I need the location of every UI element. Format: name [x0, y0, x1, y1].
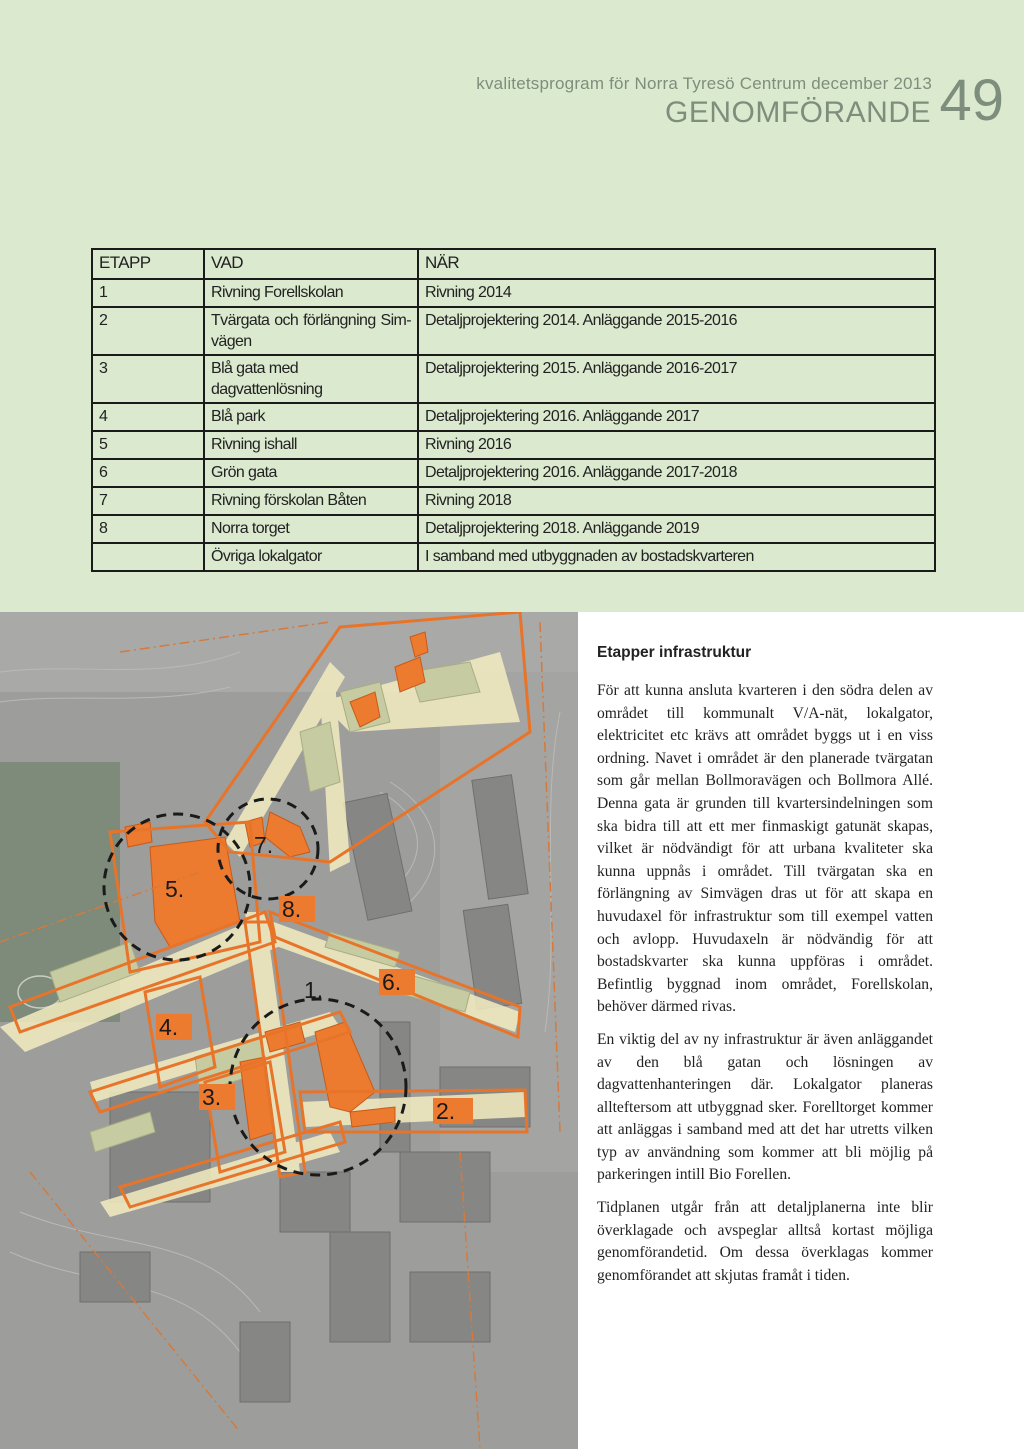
stage-label-4: 4. — [156, 1014, 192, 1040]
stage-label-6: 6. — [379, 969, 415, 995]
cell-etapp — [92, 543, 204, 571]
cell-nar: Rivning 2014 — [418, 279, 935, 307]
table-row — [92, 487, 935, 515]
page-number: 49 — [939, 68, 1004, 133]
cell-vad: Grön gata — [204, 459, 418, 487]
table-row — [92, 307, 935, 355]
table-header-row — [92, 249, 935, 279]
table-row — [92, 543, 935, 571]
stage-label-7: 7. — [254, 832, 274, 858]
document-subtitle: kvalitetsprogram för Norra Tyresö Centrum december 2013 — [476, 74, 932, 93]
table-row — [92, 403, 935, 431]
site-plan-map — [0, 612, 578, 1449]
article-paragraph: En viktig del av ny infrastruktur är även anläggandet av den blå gatan och lösningen av dagvattenhanteringen där. Lokalgator planeras allteftersom att utbyggnad sker. Forelltorget kommer att anläggas i samband med att det har utretts vilken typ av användning som kommer att bli möjlig på parkeringen intill Bio Forellen. — [597, 1030, 933, 1184]
stage-label-8: 8. — [279, 896, 315, 922]
cell-etapp: 4 — [92, 403, 204, 431]
cell-etapp: 8 — [92, 515, 204, 543]
cell-vad: Tvärgata och förlängning Sim-vägen — [204, 307, 418, 355]
article-paragraph: Tidplanen utgår från att detaljplanerna inte blir överklagade och avspeglar alltså kortast möjliga genomförandetid. Om dessa överklagas kommer genomförandet att skjutas framåt i tiden. — [597, 1199, 933, 1284]
cell-nar: Detaljprojektering 2018. Anläggande 2019 — [418, 515, 935, 543]
building — [330, 1232, 390, 1342]
site-plan-drawing — [0, 612, 578, 1449]
demolition-area — [125, 822, 152, 847]
cell-nar: Detaljprojektering 2016. Anläggande 2017-2018 — [418, 459, 935, 487]
building — [400, 1152, 490, 1222]
cell-vad: Rivning ishall — [204, 431, 418, 459]
cell-etapp: 2 — [92, 307, 204, 355]
cell-vad: Norra torget — [204, 515, 418, 543]
section-title: GENOMFÖRANDE — [664, 96, 931, 129]
building — [240, 1322, 290, 1402]
cell-nar: Detaljprojektering 2015. Anläggande 2016-2017 — [418, 355, 935, 403]
cell-nar: I samband med utbyggnaden av bostadskvarteren — [418, 543, 935, 571]
cell-etapp: 7 — [92, 487, 204, 515]
cell-vad: Rivning förskolan Båten — [204, 487, 418, 515]
column-header-vad: VAD — [204, 249, 418, 279]
building — [410, 1272, 490, 1342]
cell-vad: Övriga lokalgator — [204, 543, 418, 571]
cell-etapp: 3 — [92, 355, 204, 403]
cell-nar: Rivning 2016 — [418, 431, 935, 459]
cell-etapp: 5 — [92, 431, 204, 459]
table-row — [92, 355, 935, 403]
table-row — [92, 459, 935, 487]
table-row — [92, 515, 935, 543]
column-header-nar: NÄR — [418, 249, 935, 279]
article — [597, 644, 933, 1297]
column-header-etapp: ETAPP — [92, 249, 204, 279]
stage-label-2: 2. — [433, 1098, 473, 1124]
article-heading: Etapper infrastruktur — [597, 644, 752, 661]
cell-vad: Rivning Forellskolan — [204, 279, 418, 307]
cell-nar: Detaljprojektering 2014. Anläggande 2015-2016 — [418, 307, 935, 355]
stage-label-1: 1. — [304, 977, 324, 1003]
cell-vad: Blå park — [204, 403, 418, 431]
schedule-table — [91, 248, 936, 572]
table-row — [92, 279, 935, 307]
cell-nar: Rivning 2018 — [418, 487, 935, 515]
table-row — [92, 431, 935, 459]
article-paragraph: För att kunna ansluta kvarteren i den södra delen av området till kommunalt V/A-nät, lokalgator, elektricitet etc krävs att området byggs ut i en viss ordning. Navet i området är den planerade tvärgatan som går mellan Bollmoravägen och Bollmora Allé. Denna gata är grunden till kvartersindelningen som ska bidra till att ett mer finmaskigt gatunät skapas, vilket är nödvändigt för att urbana kvaliteter ska kunna uppnås i området. Till tvärgatan ska en förlängning av Simvägen dras ut för att skapa en huvudaxel för infrastruktur som till exempel vatten och avlopp. Huvudaxeln är nödvändig för att bostadskvarter ska kunna uppföras i området. Befintlig byggnad inom området, Forellskolan, behöver därmed rivas. — [597, 682, 933, 1016]
stage-label-5: 5. — [165, 876, 185, 902]
stage-label-3: 3. — [199, 1084, 235, 1110]
cell-vad: Blå gata med dagvattenlösning — [204, 355, 418, 403]
building — [280, 1172, 350, 1232]
cell-etapp: 1 — [92, 279, 204, 307]
cell-etapp: 6 — [92, 459, 204, 487]
cell-nar: Detaljprojektering 2016. Anläggande 2017 — [418, 403, 935, 431]
